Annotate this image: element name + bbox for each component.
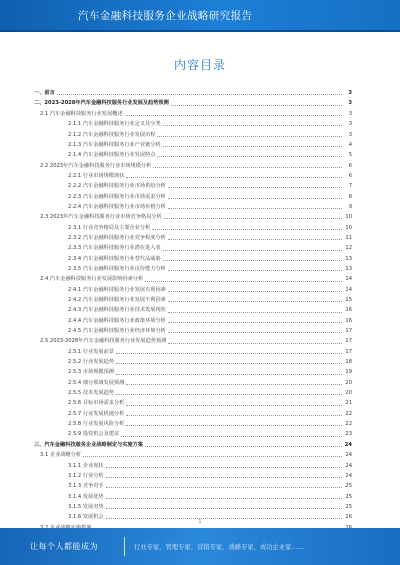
- toc-entry-page: 10: [345, 214, 352, 221]
- toc-entry[interactable]: [34, 386, 352, 396]
- toc-entry-title: 2.1.3 汽车金融科技服务行业产业链分析: [68, 141, 161, 148]
- toc-entry-title: 2.5.7 行业发展机遇分析: [68, 410, 125, 417]
- toc-entry-title: 3.1.5 发展劣势: [68, 503, 104, 510]
- toc-leader-dots: [116, 353, 342, 354]
- toc-leader-dots: [157, 136, 342, 137]
- toc-leader-dots: [168, 198, 342, 199]
- toc-entry-title: 2.2.4 汽车金融科技服务行业市场价格分析: [68, 203, 166, 210]
- toc-entry-title: 三、汽车金融科技服务企业战略制定与实施方案: [34, 441, 143, 448]
- toc-entry-page: 18: [345, 359, 352, 366]
- toc-leader-dots: [153, 167, 342, 168]
- toc-entry-title: 2.5.9 投资机会及建议: [68, 431, 120, 438]
- toc-entry-page: 13: [345, 255, 352, 262]
- toc-entry[interactable]: [34, 458, 352, 468]
- toc-entry-page: 5: [348, 152, 352, 159]
- toc-entry-page: 17: [345, 338, 352, 345]
- toc-entry-page: 3: [348, 121, 352, 128]
- report-header: [0, 0, 400, 32]
- toc-entry[interactable]: [34, 189, 352, 199]
- report-title: 汽车金融科技服务企业战略研究报告: [78, 10, 253, 22]
- toc-leader-dots: [168, 239, 342, 240]
- toc-entry[interactable]: [34, 86, 352, 96]
- toc-entry[interactable]: [34, 148, 352, 158]
- toc-entry-page: 3: [348, 90, 352, 97]
- toc-entry[interactable]: [34, 376, 352, 386]
- toc-entry-page: 13: [345, 265, 352, 272]
- toc-leader-dots: [145, 281, 342, 282]
- toc-entry[interactable]: [34, 396, 352, 406]
- toc-entry-title: 2.5.6 目标市场需求分析: [68, 400, 125, 407]
- toc-leader-dots: [116, 374, 342, 375]
- toc-leader-dots: [106, 487, 342, 488]
- toc-entry-title: 2.5.1 行业发展前景: [68, 348, 114, 355]
- toc-leader-dots: [106, 498, 342, 499]
- toc-leader-dots: [168, 301, 342, 302]
- toc-entry-title: 2.5.8 行业发展风险分析: [68, 421, 125, 428]
- toc-entry-page: 3: [348, 131, 352, 138]
- toc-entry-title: 一、前言: [34, 90, 55, 97]
- toc-leader-dots: [168, 270, 342, 271]
- toc-entry-title: 2.3.2 汽车金融科技服务行业竞争程度分析: [68, 234, 166, 241]
- toc-entry[interactable]: [34, 200, 352, 210]
- toc-entry[interactable]: [34, 365, 352, 375]
- toc-entry-page: 24: [344, 441, 352, 448]
- toc-entry-page: 14: [345, 276, 352, 283]
- toc-entry-title: 3.1.2 行业分析: [68, 472, 104, 479]
- toc-leader-dots: [164, 218, 342, 219]
- toc-entry[interactable]: [34, 96, 352, 106]
- toc-leader-dots: [126, 177, 342, 178]
- toc-entry[interactable]: [34, 283, 352, 293]
- toc-entry[interactable]: [34, 345, 352, 355]
- toc-entry[interactable]: [34, 117, 352, 127]
- toc-entry-page: 16: [345, 307, 352, 314]
- toc-leader-dots: [168, 322, 342, 323]
- toc-leader-dots: [106, 508, 342, 509]
- toc-leader-dots: [157, 156, 342, 157]
- toc-entry[interactable]: [34, 355, 352, 365]
- toc-leader-dots: [168, 208, 342, 209]
- toc-entry-page: 26: [345, 514, 352, 521]
- toc-entry-title: 3.1.3 竞争对手: [68, 483, 104, 490]
- toc-entry[interactable]: [34, 303, 352, 313]
- toc-leader-dots: [116, 394, 342, 395]
- toc-leader-dots: [163, 146, 342, 147]
- toc-entry-title: 3.1.1 企业现状: [68, 462, 104, 469]
- toc-entry[interactable]: [34, 314, 352, 324]
- toc-leader-dots: [168, 187, 342, 188]
- toc-entry-page: 17: [345, 328, 352, 335]
- toc-entry-page: 6: [348, 162, 352, 169]
- toc-entry-title: 2.4 汽车金融科技服务行业发展影响因素分析: [40, 276, 144, 283]
- toc-entry[interactable]: [34, 417, 352, 427]
- toc-entry-title: 2.1.4 汽车金融科技服务行业发展特点: [68, 152, 156, 159]
- toc-leader-dots: [152, 229, 342, 230]
- toc-entry[interactable]: [34, 169, 352, 179]
- toc-leader-dots: [163, 125, 342, 126]
- toc-entry-title: 2.4.5 汽车金融科技服务行业经济环境分析: [68, 328, 166, 335]
- toc-entry[interactable]: [34, 158, 352, 168]
- toc-entry[interactable]: [34, 241, 352, 251]
- toc-entry[interactable]: [34, 272, 352, 282]
- toc-entry-page: 9: [348, 203, 352, 210]
- toc-entry-page: 22: [345, 421, 352, 428]
- toc-entry-page: 12: [345, 245, 352, 252]
- toc-entry[interactable]: [34, 107, 352, 117]
- toc-entry-title: 2.1 汽车金融科技服务行业发展概述: [40, 110, 123, 117]
- footer-banner: [0, 528, 400, 565]
- toc-entry[interactable]: [34, 220, 352, 230]
- toc-entry-title: 2.4.2 汽车金融科技服务行业发展不利因素: [68, 297, 166, 304]
- toc-leader-dots: [125, 115, 342, 116]
- toc-leader-dots: [116, 363, 342, 364]
- toc-entry-title: 2.3.4 汽车金融科技服务行业替代品威胁: [68, 255, 161, 262]
- toc-entry-page: 3: [348, 100, 352, 107]
- toc-entry[interactable]: [34, 427, 352, 437]
- toc-entry-page: 25: [345, 503, 352, 510]
- toc-entry[interactable]: [34, 127, 352, 137]
- toc-entry-title: 2.3.5 汽车金融科技服务行业议价能力分析: [68, 265, 166, 272]
- toc-entry-title: 2.4.4 汽车金融科技服务行业政策环境分析: [68, 317, 166, 324]
- toc-entry-title: 3.1.6 发展机会: [68, 514, 104, 521]
- toc-entry-page: 15: [345, 297, 352, 304]
- toc-entry-page: 20: [345, 379, 352, 386]
- toc-entry-page: 3: [348, 110, 352, 117]
- toc-entry-title: 2.5 2023-2028年汽车金融科技服务行业发展趋势预测: [40, 338, 167, 345]
- toc-entry-title: 2.1.2 汽车金融科技服务行业发展历程: [68, 131, 156, 138]
- toc-leader-dots: [168, 312, 342, 313]
- toc-entry-title: 2.5.5 技术发展趋势: [68, 390, 114, 397]
- toc-entry-title: 2.4.1 汽车金融科技服务行业发展有利因素: [68, 286, 166, 293]
- toc-leader-dots: [106, 477, 342, 478]
- toc-entry-title: 3.1 企业战略分析: [40, 452, 82, 459]
- toc-entry-page: 20: [345, 390, 352, 397]
- toc-entry-page: 17: [345, 348, 352, 355]
- toc-entry[interactable]: [34, 469, 352, 479]
- toc-entry-title: 2.2.2 汽车金融科技服务行业市场供给分析: [68, 183, 166, 190]
- toc-entry-title: 2.3 2023年汽车金融科技服务行业市场竞争格局分析: [40, 214, 162, 221]
- toc-entry-title: 二、2023-2028年汽车金融科技服务行业发展及趋势预测: [34, 100, 169, 107]
- toc-entry-title: 2.2 2023年汽车金融科技服务行业市场规模分析: [40, 162, 152, 169]
- toc-entry-page: 6: [348, 172, 352, 179]
- toc-leader-dots: [126, 415, 342, 416]
- toc-entry-page: 24: [345, 472, 352, 479]
- toc-entry-title: 2.2.3 汽车金融科技服务行业市场需求分析: [68, 193, 166, 200]
- toc-entry-page: 16: [345, 317, 352, 324]
- toc-entry-page: 11: [345, 234, 352, 241]
- toc-entry-page: 25: [345, 483, 352, 490]
- toc-entry[interactable]: [34, 407, 352, 417]
- toc-entry[interactable]: [34, 262, 352, 272]
- toc-entry-title: 2.5.4 细分领域发展预测: [68, 379, 125, 386]
- toc-entry-page: 25: [345, 493, 352, 500]
- toc-entry-title: 2.3.3 汽车金融科技服务行业潜在进入者: [68, 245, 161, 252]
- toc-entry[interactable]: [34, 252, 352, 262]
- footer-tagline: 行业专家、管理专家、营销专家、战略专家、成功企业家……: [134, 544, 305, 551]
- toc-leader-dots: [106, 467, 342, 468]
- toc-entry[interactable]: [34, 324, 352, 334]
- footer-slogan: 让每个人都能成为: [30, 542, 98, 551]
- toc-entry-page: 22: [345, 410, 352, 417]
- toc-entry[interactable]: [34, 334, 352, 344]
- toc-leader-dots: [57, 94, 342, 95]
- toc-entry-page: 14: [345, 286, 352, 293]
- toc-entry-page: 19: [345, 369, 352, 376]
- toc-leader-dots: [121, 436, 342, 437]
- toc-leader-dots: [126, 405, 342, 406]
- toc-leader-dots: [83, 456, 342, 457]
- toc-entry-title: 3.1.4 发展优势: [68, 493, 104, 500]
- toc-entry[interactable]: [34, 479, 352, 489]
- toc-entry[interactable]: [34, 448, 352, 458]
- toc-leader-dots: [163, 260, 342, 261]
- toc-entry[interactable]: [34, 179, 352, 189]
- toc-leader-dots: [168, 332, 342, 333]
- toc-leader-dots: [145, 446, 342, 447]
- toc-entry[interactable]: [34, 293, 352, 303]
- toc-entry[interactable]: [34, 438, 352, 448]
- toc-leader-dots: [126, 384, 342, 385]
- toc-entry-title: 2.2.1 行业市场规模现状: [68, 172, 125, 179]
- toc-entry[interactable]: [34, 231, 352, 241]
- toc-entry[interactable]: [34, 489, 352, 499]
- toc-entry-page: 24: [345, 462, 352, 469]
- toc-entry-page: 24: [345, 452, 352, 459]
- toc-leader-dots: [163, 250, 342, 251]
- toc-entry-page: 4: [348, 141, 352, 148]
- toc-leader-dots: [168, 291, 342, 292]
- page-number: 1: [198, 519, 202, 525]
- toc-leader-dots: [171, 105, 342, 106]
- toc-entry-page: 23: [345, 431, 352, 438]
- toc-entry-page: 21: [345, 400, 352, 407]
- toc-leader-dots: [126, 425, 342, 426]
- toc-entry-page: 8: [348, 193, 352, 200]
- table-of-contents: [34, 86, 352, 531]
- toc-entry-title: 2.4.3 汽车金融科技服务行业技术发展现状: [68, 307, 166, 314]
- toc-leader-dots: [168, 343, 342, 344]
- toc-entry-page: 10: [345, 224, 352, 231]
- footer-divider: [124, 537, 125, 556]
- toc-entry-page: 7: [348, 183, 352, 190]
- toc-entry-title: 2.3.1 行业竞争格局及主要企业分析: [68, 224, 151, 231]
- toc-entry[interactable]: [34, 210, 352, 220]
- toc-entry-title: 2.1.1 汽车金融科技服务行业定义及分类: [68, 121, 161, 128]
- toc-entry[interactable]: [34, 138, 352, 148]
- toc-heading: 内容目录: [173, 58, 226, 72]
- toc-entry-title: 2.5.3 市场规模预测: [68, 369, 114, 376]
- toc-entry-title: 2.5.2 行业发展趋势: [68, 359, 114, 366]
- toc-entry[interactable]: [34, 500, 352, 510]
